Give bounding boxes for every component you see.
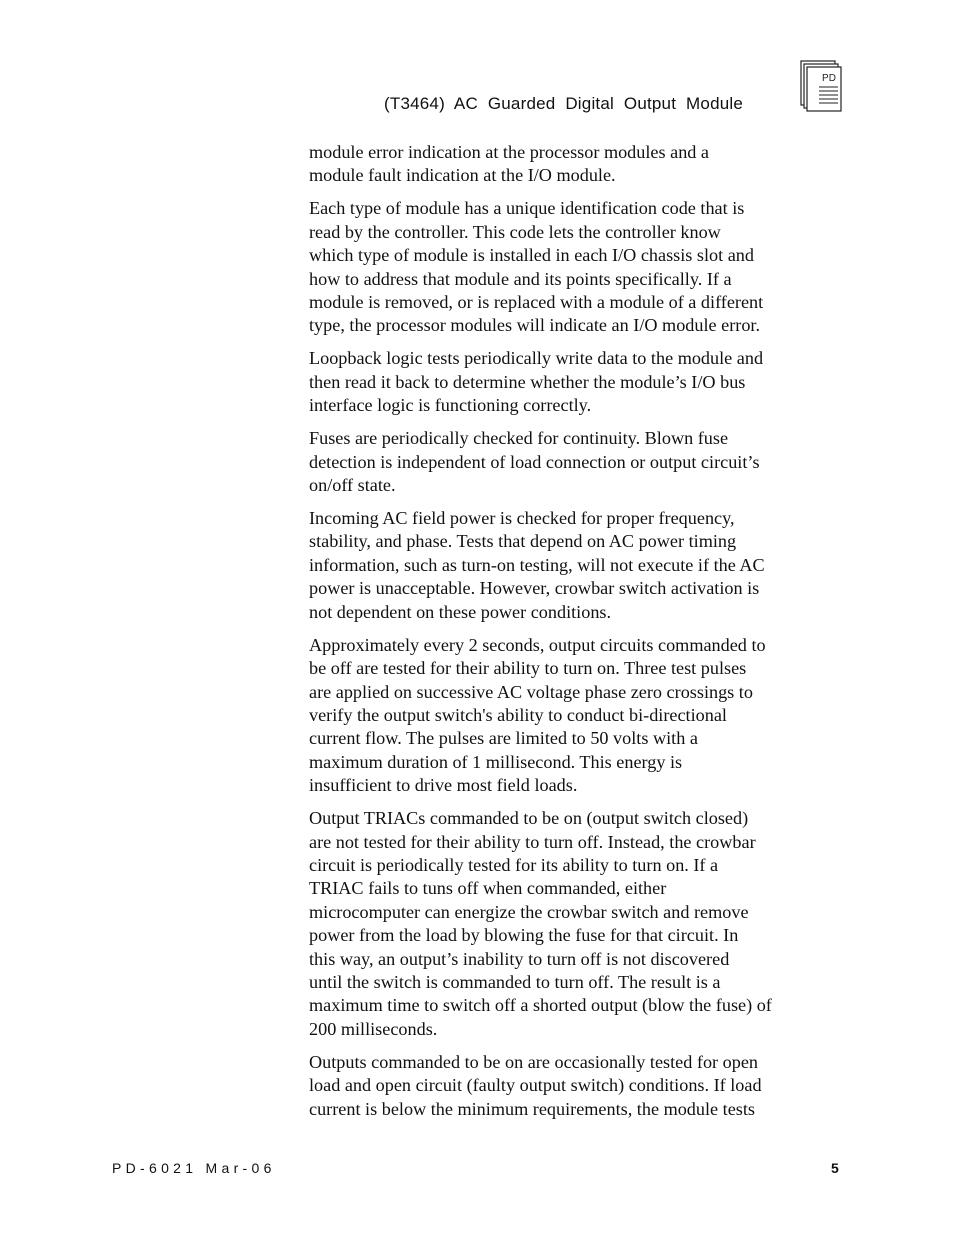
paragraph	[309, 507, 849, 624]
pd-logo-text: PD	[822, 73, 836, 84]
paragraph	[309, 1051, 849, 1121]
text-line: not dependent on these power conditions.	[309, 601, 612, 622]
text-line: Fuses are periodically checked for continuity. Blown fuse	[309, 428, 729, 449]
text-line: are applied on successive AC voltage phase zero crossings to	[309, 681, 753, 702]
text-line: module is removed, or is replaced with a module of a different	[309, 292, 764, 313]
text-line: this way, an output’s inability to turn off is not discovered	[309, 948, 730, 969]
running-header-title: (T3464) AC Guarded Digital Output Module	[384, 94, 744, 113]
text-line: power from the load by blowing the fuse for that circuit. In	[309, 925, 739, 946]
text-line: be off are tested for their ability to turn on. Three test pulses	[309, 658, 747, 679]
text-line: power is unacceptable. However, crowbar switch activation is	[309, 578, 760, 599]
text-line: module fault indication at the I/O module.	[309, 165, 616, 186]
text-line: insufficient to drive most field loads.	[309, 775, 578, 796]
paragraph	[309, 347, 849, 417]
text-line: stability, and phase. Tests that depend on AC power timing	[309, 531, 737, 552]
text-line: read by the controller. This code lets the controller know	[309, 221, 721, 242]
text-line: maximum time to switch off a shorted output (blow the fuse) of	[309, 995, 772, 1016]
paragraph	[309, 634, 849, 798]
text-line: detection is independent of load connection or output circuit’s	[309, 451, 760, 472]
text-line: Loopback logic tests periodically write data to the module and	[309, 348, 764, 369]
text-line: type, the processor modules will indicate an I/O module error.	[309, 315, 761, 336]
text-line: Incoming AC field power is checked for proper frequency,	[309, 508, 735, 529]
text-line: interface logic is functioning correctly.	[309, 395, 592, 416]
text-line: are not tested for their ability to turn off. Instead, the crowbar	[309, 831, 756, 852]
text-line: microcomputer can energize the crowbar switch and remove	[309, 901, 749, 922]
paragraph	[309, 427, 849, 497]
paragraph	[309, 197, 849, 337]
text-line: Outputs commanded to be on are occasionally tested for open	[309, 1051, 758, 1072]
text-line: current is below the minimum requirements, the module tests	[309, 1098, 756, 1119]
text-line: on/off state.	[309, 475, 396, 496]
text-line: information, such as turn-on testing, will not execute if the AC	[309, 554, 765, 575]
text-line: load and open circuit (faulty output switch) conditions. If load	[309, 1075, 762, 1096]
text-line: verify the output switch's ability to conduct bi-directional	[309, 704, 727, 725]
paragraph	[309, 807, 849, 1041]
text-line: Output TRIACs commanded to be on (output switch closed)	[309, 808, 749, 829]
page-number: 5	[831, 1160, 839, 1176]
text-line: Each type of module has a unique identification code that is	[309, 198, 745, 219]
text-line: then read it back to determine whether the module’s I/O bus	[309, 371, 746, 392]
text-line: until the switch is commanded to turn off. The result is a	[309, 971, 721, 992]
text-line: how to address that module and its points specifically. If a	[309, 268, 732, 289]
text-line: current flow. The pulses are limited to 50 volts with a	[309, 728, 698, 749]
text-line: TRIAC fails to tuns off when commanded, either	[309, 878, 667, 899]
text-line: circuit is periodically tested for its ability to turn on. If a	[309, 854, 719, 875]
body-text	[309, 141, 849, 1131]
text-line: 200 milliseconds.	[309, 1018, 438, 1039]
text-line: module error indication at the processor modules and a	[309, 142, 710, 162]
footer-document-id: PD-6021 Mar-06	[112, 1160, 276, 1176]
pd-document-stack-icon	[800, 60, 844, 114]
text-line: which type of module is installed in each I/O chassis slot and	[309, 245, 754, 266]
text-line: Approximately every 2 seconds, output circuits commanded to	[309, 634, 766, 655]
text-line: maximum duration of 1 millisecond. This energy is	[309, 751, 683, 772]
paragraph	[309, 141, 849, 188]
